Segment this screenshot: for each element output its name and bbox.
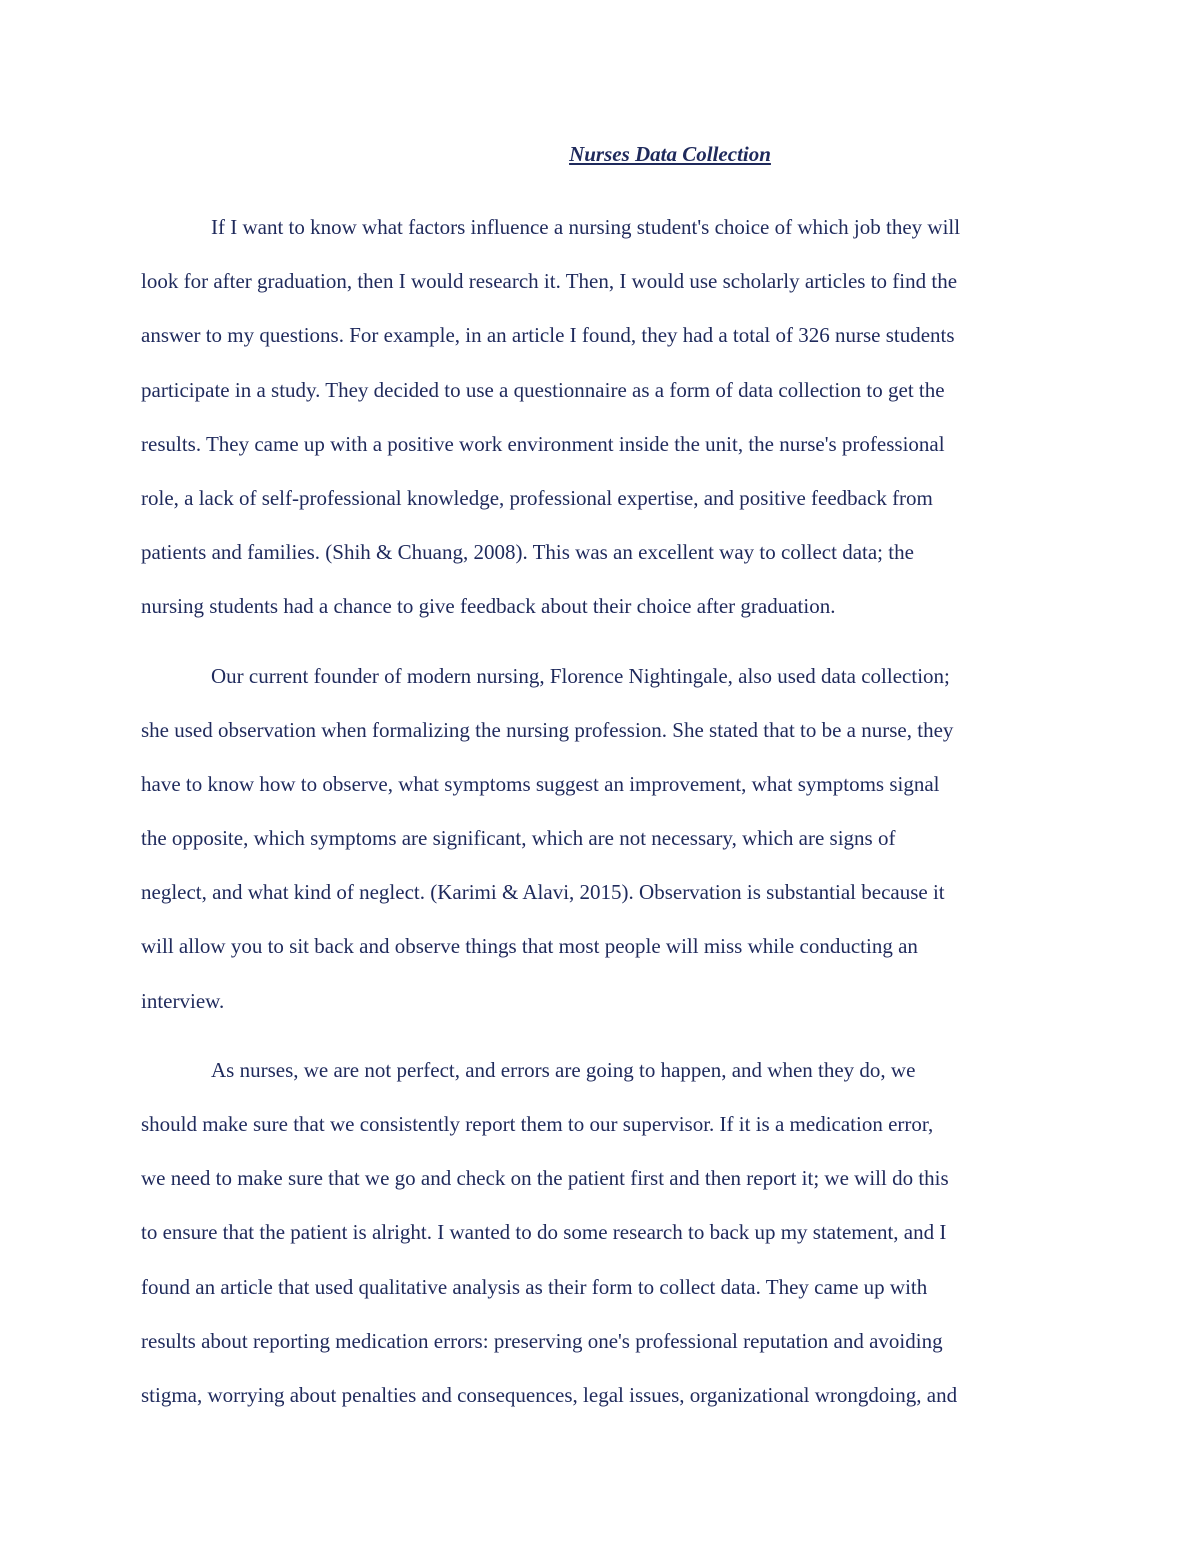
- paragraph-line: to ensure that the patient is alright. I wanted to do some research to back up my statement, and I: [141, 1220, 947, 1245]
- paragraph-line: Our current founder of modern nursing, Florence Nightingale, also used data collection;: [211, 663, 950, 688]
- paragraph-line: the opposite, which symptoms are significant, which are not necessary, which are signs of: [141, 826, 896, 851]
- paragraph-line: will allow you to sit back and observe things that most people will miss while conducting an: [141, 934, 918, 959]
- paragraph-line: results about reporting medication errors: preserving one's professional reputation and avoiding: [141, 1328, 943, 1353]
- paragraph-line: results. They came up with a positive work environment inside the unit, the nurse's professional: [141, 431, 945, 456]
- paragraph-line: look for after graduation, then I would research it. Then, I would use scholarly articles to find the: [141, 269, 958, 294]
- paragraph-line: neglect, and what kind of neglect. (Karimi & Alavi, 2015). Observation is substantial because it: [141, 880, 945, 905]
- paragraph-line: found an article that used qualitative analysis as their form to collect data. They came up with: [141, 1274, 928, 1299]
- paragraph-line: role, a lack of self-professional knowledge, professional expertise, and positive feedback from: [141, 485, 933, 510]
- paragraph-line: If I want to know what factors influence a nursing student's choice of which job they will: [211, 215, 961, 239]
- paragraph-line: have to know how to observe, what symptoms suggest an improvement, what symptoms signal: [141, 771, 940, 796]
- paragraph-line: we need to make sure that we go and check on the patient first and then report it; we will do this: [141, 1166, 949, 1191]
- paragraph-line: participate in a study. They decided to use a questionnaire as a form of data collection to get the: [141, 377, 945, 402]
- paragraph-line: she used observation when formalizing the nursing profession. She stated that to be a nurse, they: [141, 717, 954, 742]
- paragraph-line: As nurses, we are not perfect, and errors are going to happen, and when they do, we: [211, 1057, 916, 1082]
- paragraph-2: [141, 649, 1061, 1028]
- paragraph-line: answer to my questions. For example, in an article I found, they had a total of 326 nurse students: [141, 323, 955, 348]
- paragraph-spacer: [141, 634, 1061, 649]
- paragraph-line: should make sure that we consistently report them to our supervisor. If it is a medication error,: [141, 1112, 934, 1136]
- paragraph-3: [141, 1043, 1061, 1422]
- paragraph-1: [141, 200, 1061, 634]
- document-title: Nurses Data Collection: [569, 142, 771, 166]
- paragraph-line: interview.: [141, 988, 225, 1013]
- paragraph-line: patients and families. (Shih & Chuang, 2008). This was an excellent way to collect data; the: [141, 540, 914, 565]
- paragraph-line: stigma, worrying about penalties and consequences, legal issues, organizational wrongdoing, and: [141, 1382, 958, 1407]
- document-body: [141, 200, 1061, 1422]
- paragraph-line: nursing students had a chance to give feedback about their choice after graduation.: [141, 594, 836, 619]
- paragraph-spacer: [141, 1028, 1061, 1043]
